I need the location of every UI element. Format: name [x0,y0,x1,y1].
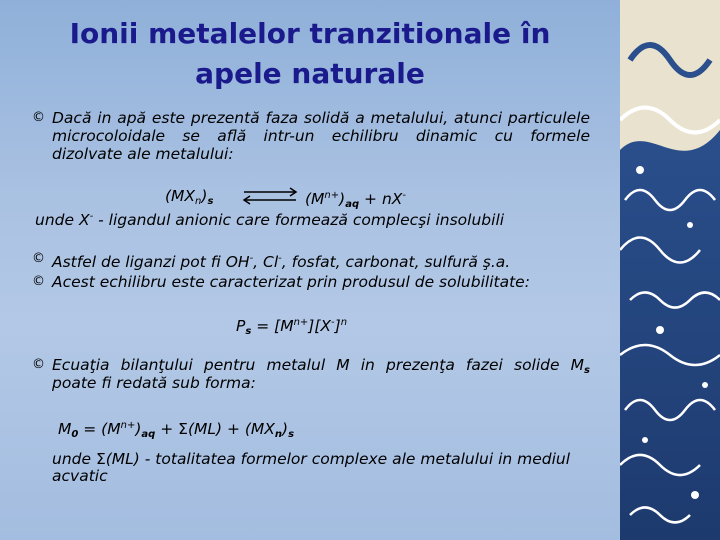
ligand-definition: unde X- - ligandul anionic care formează complecşi insolubili [35,211,505,229]
paragraph-1-line-2: microcoloidale se află intr-un echilibru dinamic cu formele [52,127,590,145]
paragraph-3: Acest echilibru este caracterizat prin produsul de solubilitate: [52,273,530,291]
bullet-icon: © [32,274,45,289]
complex-forms-definition: unde Σ(ML) - totalitatea formelor complexe ale metalului in mediul [52,450,571,468]
paragraph-1-line-1: Dacă in apă este prezentă faza solidă a metalului, atunci particulele [52,109,590,127]
wave-decoration-image [620,0,720,540]
title-line-2: apele naturale [195,57,425,90]
mass-balance-formula: $M_0 = (M^{n+})_{aq} + \Sigma(ML) + (MX_n)_s$ [58,420,295,440]
bullet-icon: © [32,251,45,266]
solubility-product-formula: $P_s = [M^{n+}][X^-]^n$ [236,317,348,337]
title-line-1: Ionii metalelor tranzitionale în [69,17,551,50]
bullet-icon: © [32,110,45,125]
equilibrium-arrow-icon [240,186,300,206]
equilibrium-left: $(MX_n)_s$ [165,187,214,207]
complex-forms-definition-line-2: acvatic [52,467,108,485]
page-title [30,14,590,94]
paragraph-1-line-3: dizolvate ale metalului: [52,145,234,163]
paragraph-2: Astfel de liganzi pot fi OH-, Cl-, fosfat, carbonat, sulfură ş.a. [52,253,511,271]
paragraph-4-line-1: Ecuaţia bilanţului pentru metalul M in prezenţa fazei solide $M_s$ [52,356,590,376]
paragraph-4-line-2: poate fi redată sub forma: [52,374,256,392]
equilibrium-right: $(M^{n+})_{aq} + nX^-$ [305,190,407,210]
bullet-icon: © [32,357,45,372]
